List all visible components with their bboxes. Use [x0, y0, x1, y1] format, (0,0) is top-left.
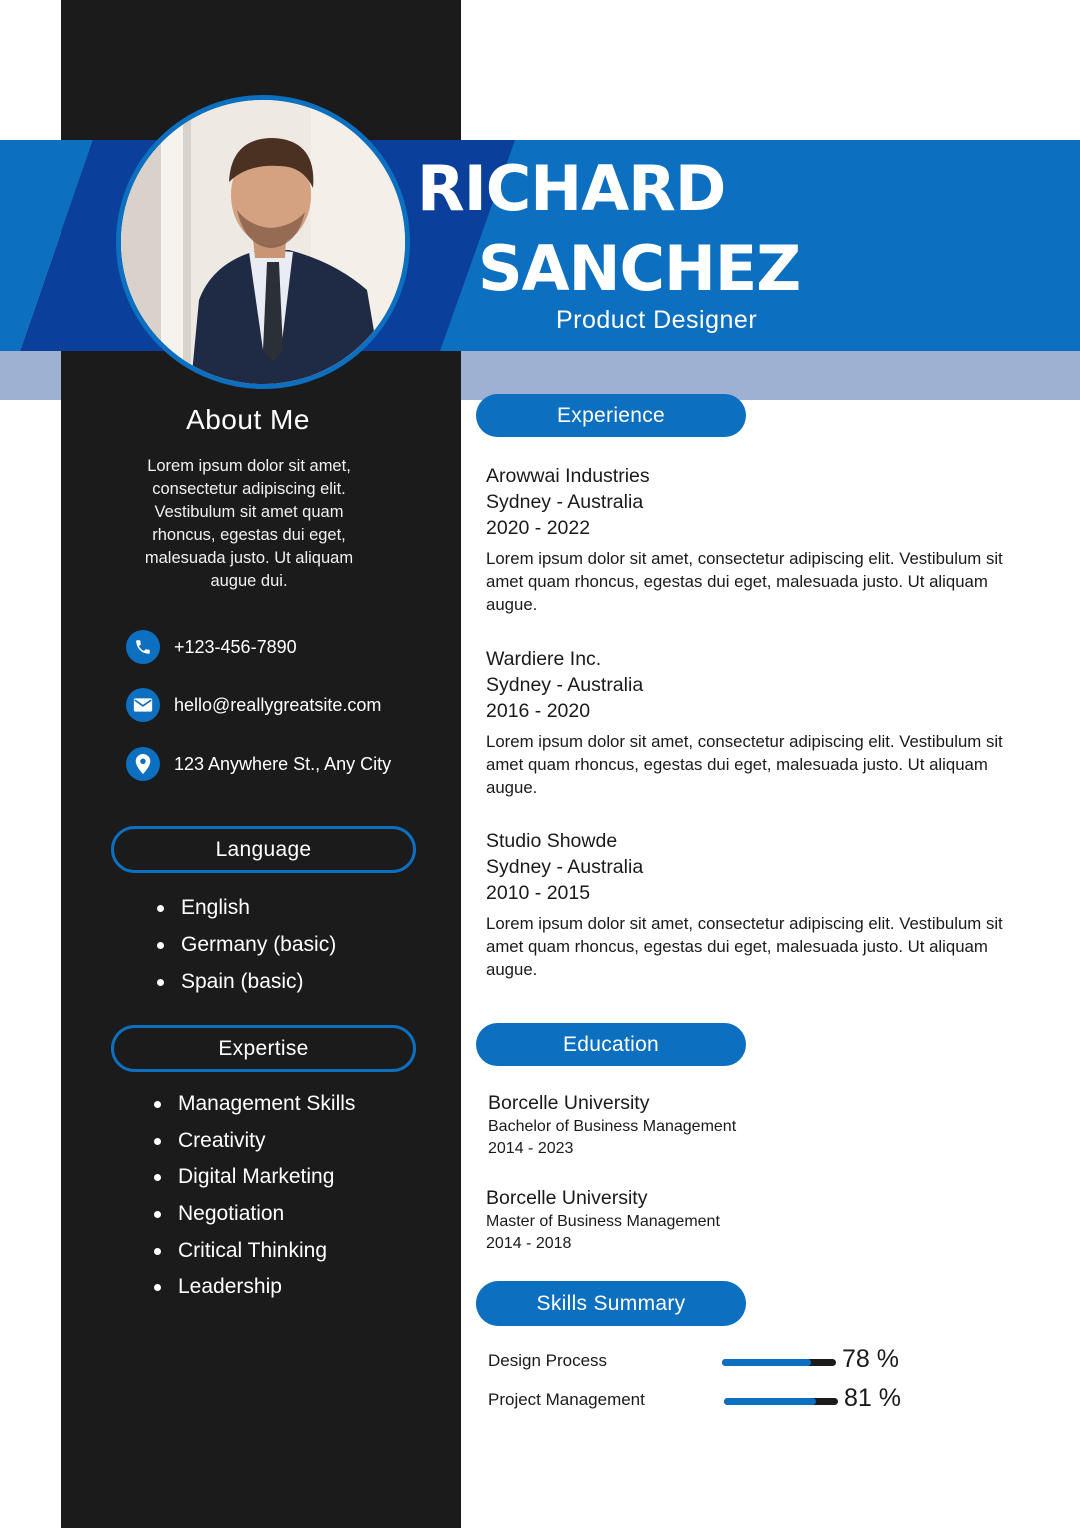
email-text: hello@reallygreatsite.com — [174, 694, 382, 715]
company-name: Arowwai Industries — [486, 465, 650, 487]
job-description: Lorem ipsum dolor sit amet, consectetur adipiscing elit. Vestibulum sit amet quam rhoncus, egestas dui eget, malesuada justo. Ut aliquam augue. — [486, 732, 1003, 797]
experience-entry — [486, 463, 1006, 616]
language-item: English — [157, 893, 336, 930]
expertise-item: Management Skills — [154, 1089, 355, 1126]
expertise-heading: Expertise — [111, 1025, 416, 1072]
skill-percent: 81 % — [844, 1384, 901, 1412]
skill-bar — [724, 1398, 838, 1405]
education-years: 2014 - 2018 — [486, 1235, 572, 1252]
school-name: Borcelle University — [488, 1092, 650, 1114]
contact-phone[interactable] — [126, 630, 297, 664]
expertise-list — [154, 1089, 355, 1309]
education-entry — [488, 1090, 908, 1160]
skill-bar — [722, 1359, 836, 1366]
skill-name: Project Management — [488, 1390, 645, 1409]
expertise-item: Negotiation — [154, 1199, 355, 1236]
school-name: Borcelle University — [486, 1187, 648, 1209]
language-item: Spain (basic) — [157, 967, 336, 1004]
job-location: Sydney - Australia — [486, 491, 644, 513]
skill-bar-fill — [724, 1398, 816, 1405]
company-name: Studio Showde — [486, 830, 618, 852]
company-name: Wardiere Inc. — [486, 648, 602, 670]
job-location: Sydney - Australia — [486, 856, 644, 878]
job-description: Lorem ipsum dolor sit amet, consectetur adipiscing elit. Vestibulum sit amet quam rhoncus, egestas dui eget, malesuada justo. Ut aliquam augue. — [486, 549, 1003, 614]
language-list — [157, 893, 336, 1004]
job-years: 2020 - 2022 — [486, 517, 591, 539]
experience-entry — [486, 646, 1006, 799]
contact-address[interactable] — [126, 747, 391, 781]
last-name: SANCHEZ — [478, 232, 801, 305]
expertise-item: Leadership — [154, 1272, 355, 1309]
phone-text: +123-456-7890 — [174, 636, 297, 657]
skill-name: Design Process — [488, 1351, 608, 1370]
job-years: 2016 - 2020 — [486, 700, 591, 722]
job-description: Lorem ipsum dolor sit amet, consectetur adipiscing elit. Vestibulum sit amet quam rhoncus, egestas dui eget, malesuada justo. Ut aliquam augue. — [486, 914, 1003, 979]
skill-row — [488, 1386, 948, 1416]
first-name: RICHARD — [417, 152, 726, 225]
education-years: 2014 - 2023 — [488, 1140, 574, 1157]
about-text: Lorem ipsum dolor sit amet, consectetur adipiscing elit. Vestibulum sit amet quam rhoncus, egestas dui eget, malesuada justo. Ut aliquam augue dui. — [144, 457, 354, 590]
experience-entry — [486, 828, 1006, 981]
job-title: Product Designer — [556, 306, 758, 334]
about-title: About Me — [186, 404, 310, 435]
expertise-item: Digital Marketing — [154, 1162, 355, 1199]
language-heading: Language — [111, 826, 416, 873]
skill-bar-fill — [722, 1359, 811, 1366]
profile-photo — [116, 95, 410, 389]
phone-icon — [126, 630, 160, 664]
skill-row — [488, 1347, 948, 1377]
degree: Bachelor of Business Management — [488, 1118, 737, 1135]
skills-heading: Skills Summary — [476, 1281, 746, 1326]
expertise-item: Creativity — [154, 1126, 355, 1163]
skill-percent: 78 % — [842, 1345, 899, 1373]
education-entry — [486, 1185, 906, 1255]
job-location: Sydney - Australia — [486, 674, 644, 696]
degree: Master of Business Management — [486, 1213, 720, 1230]
location-pin-icon — [126, 747, 160, 781]
job-years: 2010 - 2015 — [486, 882, 591, 904]
experience-heading: Experience — [476, 394, 746, 437]
expertise-item: Critical Thinking — [154, 1236, 355, 1273]
language-item: Germany (basic) — [157, 930, 336, 967]
address-text: 123 Anywhere St., Any City — [174, 753, 392, 774]
mail-icon — [126, 688, 160, 722]
contact-email[interactable] — [126, 688, 381, 722]
education-heading: Education — [476, 1023, 746, 1066]
